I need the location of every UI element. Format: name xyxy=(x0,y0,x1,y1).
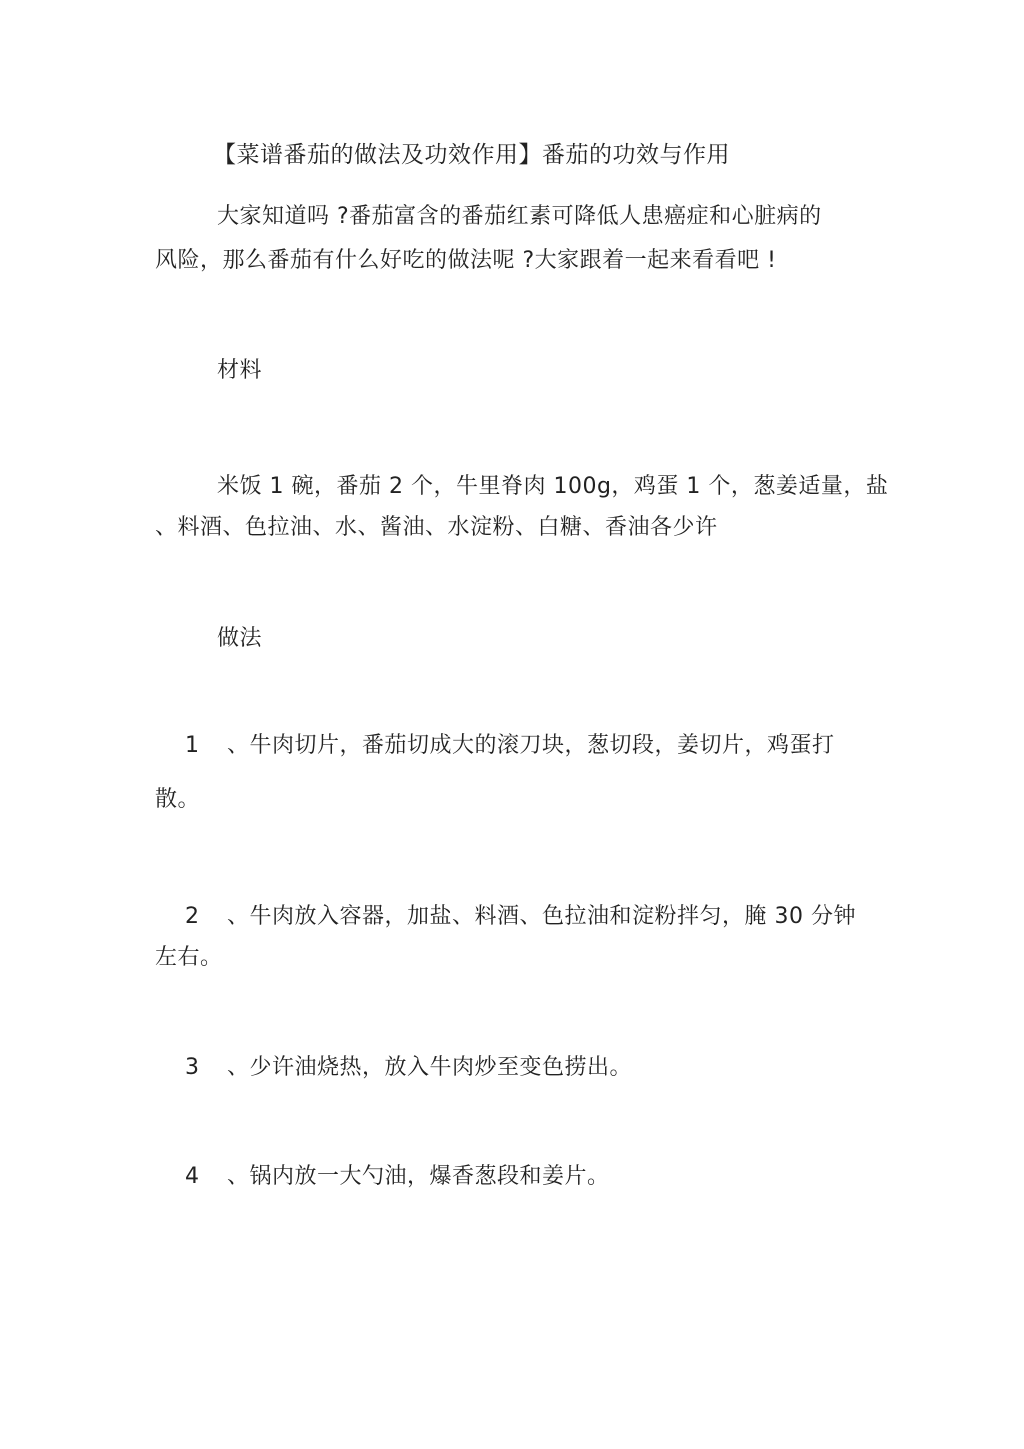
materials-line-1: 米饭 1 碗，番茄 2 个，牛里脊肉 100g，鸡蛋 1 个，葱姜适量，盐 xyxy=(217,474,889,499)
step-text: 、少许油烧热，放入牛肉炒至变色捞出。 xyxy=(227,1055,633,1080)
document-title: 【菜谱番茄的做法及功效作用】番茄的功效与作用 xyxy=(213,142,730,168)
intro-line-1: 大家知道吗 ?番茄富含的番茄红素可降低人患癌症和心脏病的 xyxy=(217,204,822,229)
step-text: 、牛肉放入容器，加盐、料酒、色拉油和淀粉拌匀，腌 30 分钟 xyxy=(227,904,856,929)
materials-heading: 材料 xyxy=(217,358,263,383)
step-text: 、牛肉切片，番茄切成大的滚刀块，葱切段，姜切片，鸡蛋打 xyxy=(227,733,835,758)
step-continuation: 散。 xyxy=(155,787,201,812)
step-number: 1 xyxy=(185,733,200,758)
step-number: 3 xyxy=(185,1055,200,1080)
intro-line-2: 风险，那么番茄有什么好吃的做法呢 ?大家跟着一起来看看吧 ! xyxy=(155,248,777,273)
step-number: 2 xyxy=(185,904,200,929)
step-continuation: 左右。 xyxy=(155,945,223,970)
step-text: 、锅内放一大勺油，爆香葱段和姜片。 xyxy=(227,1164,610,1189)
method-heading: 做法 xyxy=(217,626,263,651)
materials-line-2: 、料酒、色拉油、水、酱油、水淀粉、白糖、香油各少许 xyxy=(155,515,718,540)
step-number: 4 xyxy=(185,1164,200,1189)
